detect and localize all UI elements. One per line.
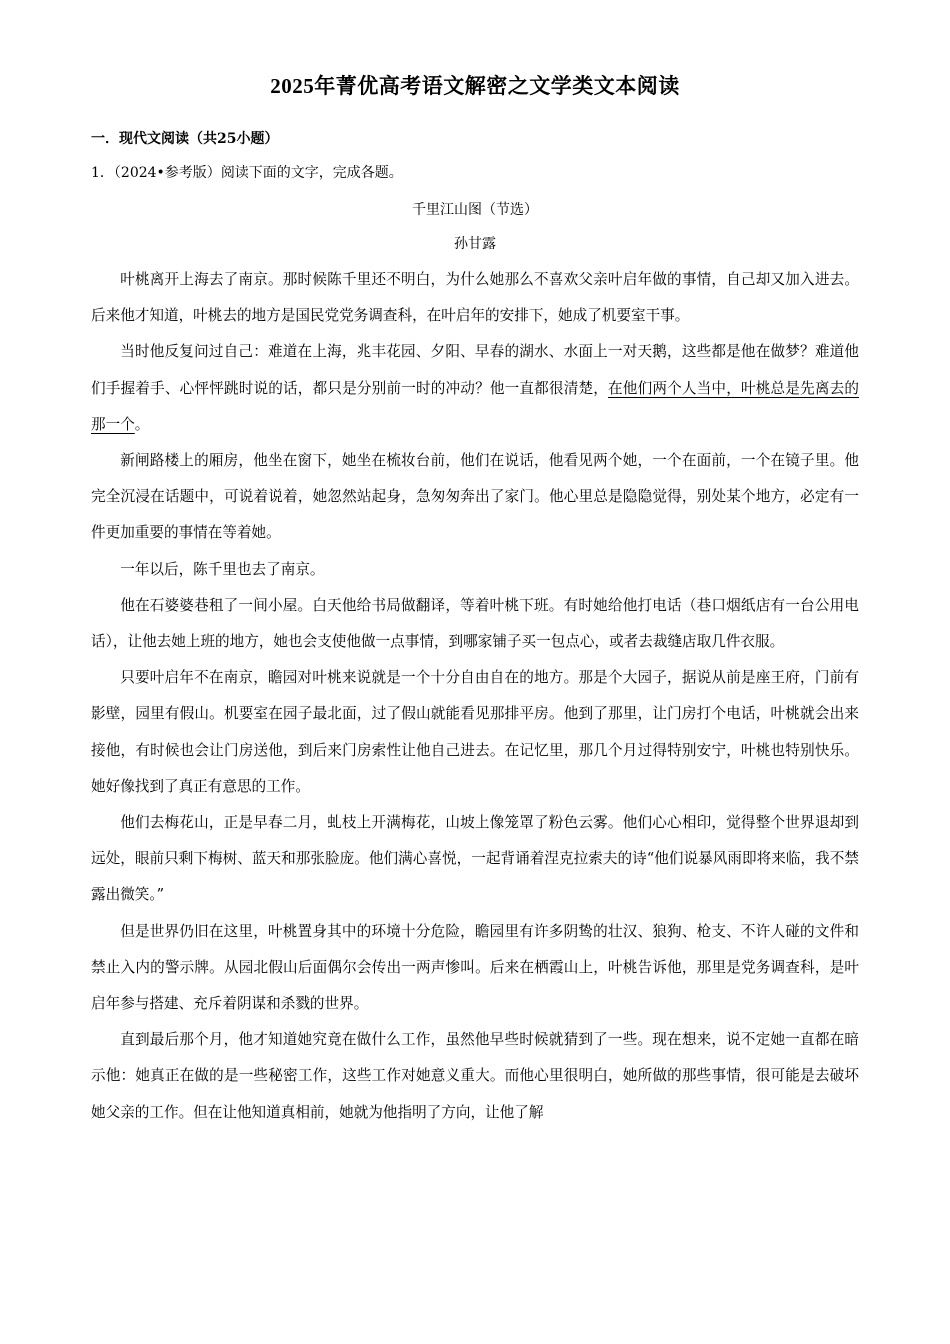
paragraph: 新闸路楼上的厢房，他坐在窗下，她坐在梳妆台前，他们在说话，他看见两个她，一个在面前，一个在镜子里。他完全沉浸在话题中，可说着说着，她忽然站起身，急匆匆奔出了家门。他心里总是隐隐觉得，别处某个地方，必定有一件更加重要的事情在等着她。 (91, 452, 859, 542)
paragraph: 他在石婆婆巷租了一间小屋。白天他给书局做翻译，等着叶桃下班。有时她给他打电话（巷口烟纸店有一台公用电话），让他去她上班的地方，她也会支使他做一点事情，到哪家铺子买一包点心，或者去裁缝店取几件衣服。 (91, 596, 859, 651)
paragraph (91, 334, 859, 443)
paragraph: 只要叶启年不在南京，瞻园对叶桃来说就是一个十分自由自在的地方。那是个大园子，据说从前是座王府，门前有影壁，园里有假山。机要室在园子最北面，过了假山就能看见那排平房。他到了那里，让门房打个电话，叶桃就会出来接他，有时候也会让门房送他，到后来门房索性让他自己进去。在记忆里，那几个月过得特别安宁，叶桃也特别快乐。她好像找到了真正有意思的工作。 (91, 669, 859, 795)
question-prompt: 阅读下面的文字，完成各题。 (220, 165, 403, 181)
question-header (91, 162, 403, 182)
paragraph: 直到最后那个月，他才知道她究竟在做什么工作，虽然他早些时候就猜到了一些。现在想来，说不定她一直都在暗示他：她真正在做的是一些秘密工作，这些工作对她意义重大。而他心里很明白，她所做的那些事情，很可能是去破坏她父亲的工作。但在让他知道真相前，她就为他指明了方向，让他了解 (91, 1031, 859, 1121)
article-title: 千里江山图（节选） (412, 202, 538, 218)
page-title: 2025年菁优高考语文解密之文学类文本阅读 (270, 74, 680, 98)
paragraph: 叶桃离开上海去了南京。那时候陈千里还不明白，为什么她那么不喜欢父亲叶启年做的事情，自己却又加入进去。后来他才知道，叶桃去的地方是国民党党务调查科，在叶启年的安排下，她成了机要室干事。 (91, 271, 859, 325)
paragraph: 他们去梅花山，正是早春二月，虬枝上开满梅花，山坡上像笼罩了粉色云雾。他们心心相印，觉得整个世界退却到远处，眼前只剩下梅树、蓝天和那张脸庞。他们满心喜悦，一起背诵着涅克拉索夫的诗“他们说暴风雨即将来临，我不禁露出微笑。” (91, 814, 859, 904)
section-heading: 一．现代文阅读（共25小题） (91, 131, 279, 147)
paragraph: 但是世界仍旧在这里，叶桃置身其中的环境十分危险，瞻园里有许多阴鸷的壮汉、狼狗、枪支、不许人碰的文件和禁止入内的警示牌。从园北假山后面偶尔会传出一两声惨叫。后来在栖霞山上，叶桃告诉他，那里是党务调查科，是叶启年参与搭建、充斥着阴谋和杀戮的世界。 (91, 922, 859, 1013)
underlined-sentence: 在他们两个人当中，叶桃总是先离去的那一个 (91, 379, 859, 433)
paragraph-text: 。 (134, 415, 150, 433)
question-source: （2024•参考版） (113, 165, 221, 181)
paragraph: 一年以后，陈千里也去了南京。 (120, 560, 325, 578)
article-author: 孙甘露 (454, 236, 496, 252)
paragraph-text: 当时他反复问过自己：难道在上海，兆丰花园、夕阳、早春的湖水、水面上一对天鹅，这些都是他在做梦？难道他们手握着手、心怦怦跳时说的话，都只是分别前一时的冲动？他一直都很清楚， (91, 343, 859, 397)
question-number: 1． (91, 165, 114, 181)
article-body (91, 262, 859, 1131)
